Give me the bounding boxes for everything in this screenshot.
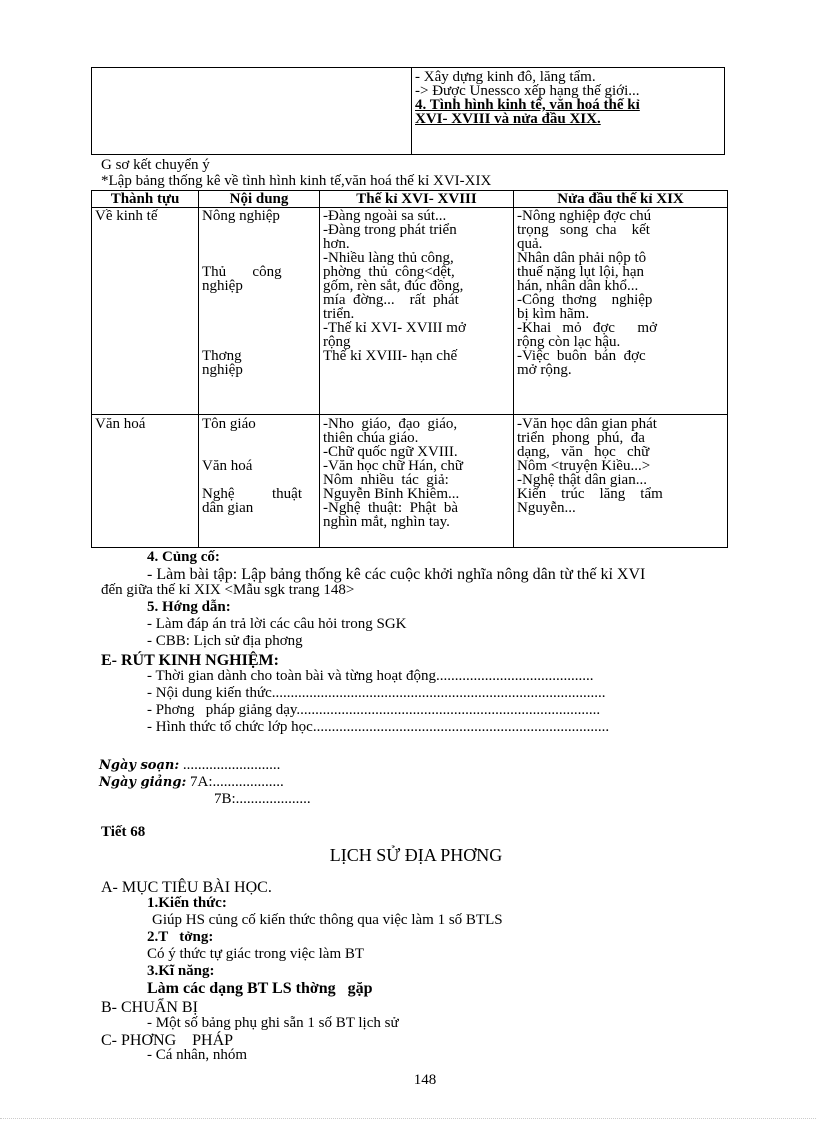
cul19-line: -Văn học dân gian phát xyxy=(517,417,657,431)
lesson-number: Tiết 68 xyxy=(101,824,146,840)
top-table-text-cell xyxy=(412,68,725,155)
sectionE-item-4: - Hình thức tổ chức lớp học............................................................................... xyxy=(147,719,610,735)
cul16-line: -Nghệ thuật: Phật bà xyxy=(323,501,458,515)
eco16-line: triển. xyxy=(323,307,355,321)
eco19-line: trọng song cha kết xyxy=(517,223,650,237)
cul19-line: triển phong phú, đa xyxy=(517,431,645,445)
sectionA-sub1-text: Giúp HS củng cố kiến thức thông qua việc làm 1 số BTLS xyxy=(152,912,503,928)
top-line-4: XVI- XVIII và nửa đầu XIX. xyxy=(415,112,601,126)
sectionB-title: B- CHUẨN BỊ xyxy=(101,999,198,1016)
section4-line-2: đến giữa thế kỉ XIX <Mẫu sgk trang 148> xyxy=(101,582,355,598)
content-nghe-thuat-1: Nghệ thuật xyxy=(202,487,302,501)
eco19-line: -Nông nghiệp đợc chú xyxy=(517,209,652,223)
date-giang-7b: 7B:.................... xyxy=(214,791,311,807)
eco16-line: phờng thủ công<dệt, xyxy=(323,265,455,279)
header-thanh-tuu: Thành tựu xyxy=(92,191,199,208)
content-thu-cong-2: nghiệp xyxy=(202,279,243,293)
cul16-line: -Nho giáo, đạo giáo, xyxy=(323,417,458,431)
content-thuong-2: nghiệp xyxy=(202,363,243,377)
content-nghe-thuat-2: dân gian xyxy=(202,501,254,515)
cul19-line: Kiến trúc lăng tẩm xyxy=(517,487,663,501)
eco16-line: mía đờng... rất phát xyxy=(323,293,459,307)
cul16-line: Nguyễn Bỉnh Khiêm... xyxy=(323,487,460,501)
sectionE-title: E- RÚT KINH NGHIỆM: xyxy=(101,652,279,669)
section4-line-1: - Làm bài tập: Lập bảng thống kê các cuộc khởi nghĩa nông dân từ thế kỉ XVI xyxy=(147,566,646,583)
culture-content xyxy=(199,415,320,548)
eco16-line: -Đàng trong phát triển xyxy=(323,223,457,237)
date-soan-value: .......................... xyxy=(182,757,281,773)
eco19-line: -Công thơng nghiệp xyxy=(517,293,653,307)
eco19-line: -Việc buôn bán đợc xyxy=(517,349,646,363)
eco16-line: -Nhiều làng thủ công, xyxy=(323,251,454,265)
header-xix: Nửa đầu thế kỉ XIX xyxy=(514,191,728,208)
cul16-line: Nôm nhiều tác giả: xyxy=(323,473,449,487)
cul19-line: -Nghệ thật dân gian... xyxy=(517,473,647,487)
section5-title: 5. Hớng dẫn: xyxy=(147,599,231,615)
eco19-line: thuế nặng lụt lội, hạn xyxy=(517,265,645,279)
eco16-line: -Thế kỉ XVI- XVIII mở xyxy=(323,321,466,335)
content-ton-giao: Tôn giáo xyxy=(202,417,256,431)
culture-xix xyxy=(514,415,728,548)
top-table xyxy=(91,67,725,155)
sectionC-title: C- PHƠNG PHÁP xyxy=(101,1032,234,1049)
eco16-line: Thế kỉ XVIII- hạn chế xyxy=(323,349,458,363)
top-line-3: 4. Tình hình kinh tế, văn hoá thế kỉ xyxy=(415,98,640,112)
date-soan-label: Ngày soạn: xyxy=(99,758,180,773)
sectionA-sub2-text: Có ý thức tự giác trong việc làm BT xyxy=(147,946,365,962)
sectionE-item-2: - Nội dung kiến thức......................................................................................... xyxy=(147,685,606,701)
sectionA-sub3-text: Làm các dạng BT LS thờng gặp xyxy=(147,980,373,997)
date-giang-7a: 7A:................... xyxy=(190,774,284,790)
eco19-line: bị kìm hãm. xyxy=(517,307,590,321)
section5-line-1: - Làm đáp án trả lời các câu hỏi trong SGK xyxy=(147,616,407,632)
top-line-1: - Xây dựng kinh đô, lăng tẩm. xyxy=(415,70,596,84)
top-line-2: -> Được Unessco xếp hạng thế giới... xyxy=(415,84,640,98)
summary-line-1: G sơ kết chuyển ý xyxy=(101,157,210,173)
sectionE-item-1: - Thời gian dành cho toàn bài và từng hoạt động.......................................... xyxy=(147,668,594,684)
eco19-line: rộng còn lạc hậu. xyxy=(517,335,621,349)
row-culture xyxy=(92,415,728,548)
content-nong-nghiep: Nông nghiệp xyxy=(202,209,280,223)
date-giang xyxy=(99,775,284,790)
stats-table-header xyxy=(92,191,728,208)
top-table-empty-cell xyxy=(92,68,412,155)
content-thuong-1: Thơng xyxy=(202,349,242,363)
eco19-line: -Khai mỏ đợc mở xyxy=(517,321,658,335)
cul16-line: thiên chúa giáo. xyxy=(323,431,419,445)
culture-label: Văn hoá xyxy=(92,415,199,548)
sectionA-sub2: 2.T tởng: xyxy=(147,929,214,945)
economy-label: Về kinh tế xyxy=(92,208,199,415)
section5-line-2: - CBB: Lịch sử địa phơng xyxy=(147,633,303,649)
page-number: 148 xyxy=(413,1072,437,1088)
cul19-line: Nôm <truyện Kiều...> xyxy=(517,459,651,473)
eco16-line: -Đàng ngoài sa sút... xyxy=(323,209,447,223)
eco19-line: mở rộng. xyxy=(517,363,572,377)
header-noi-dung: Nội dung xyxy=(199,191,320,208)
section4-title: 4. Củng cố: xyxy=(147,549,220,565)
eco19-line: quả. xyxy=(517,237,543,251)
sectionB-text: - Một số bảng phụ ghi sẵn 1 số BT lịch sử xyxy=(147,1015,399,1031)
date-giang-label: Ngày giảng: xyxy=(99,775,187,790)
content-thu-cong-1: Thủ công xyxy=(202,265,282,279)
eco16-line: hơn. xyxy=(323,237,350,251)
economy-xvi-xviii xyxy=(320,208,514,415)
sectionA-sub3: 3.Kĩ năng: xyxy=(147,963,215,979)
date-soan xyxy=(99,758,280,773)
eco16-line: rộng xyxy=(323,335,351,349)
header-xvi-xviii: Thế kỉ XVI- XVIII xyxy=(320,191,514,208)
economy-xix xyxy=(514,208,728,415)
stats-table xyxy=(91,190,728,548)
eco19-line: hán, nhân dân khổ... xyxy=(517,279,639,293)
economy-content xyxy=(199,208,320,415)
sectionC-text: - Cá nhân, nhóm xyxy=(147,1047,247,1063)
cul16-line: nghìn mắt, nghìn tay. xyxy=(323,515,450,529)
cul19-line: dạng, văn học chữ xyxy=(517,445,650,459)
cul16-line: -Văn học chữ Hán, chữ xyxy=(323,459,463,473)
sectionA-title: A- MỤC TIÊU BÀI HỌC. xyxy=(101,879,272,896)
summary-line-2: *Lập bảng thống kê về tình hình kinh tế,văn hoá thế kỉ XVI-XIX xyxy=(101,173,492,189)
cul19-line: Nguyễn... xyxy=(517,501,576,515)
row-economy xyxy=(92,208,728,415)
lesson-title: LỊCH SỬ ĐỊA PHƠNG xyxy=(329,845,503,865)
eco16-line: gốm, rèn sắt, đúc đồng, xyxy=(323,279,464,293)
sectionA-sub1: 1.Kiến thức: xyxy=(147,895,227,911)
bottom-border xyxy=(0,1118,816,1119)
content-van-hoa: Văn hoá xyxy=(202,459,253,473)
cul16-line: -Chữ quốc ngữ XVIII. xyxy=(323,445,458,459)
eco19-line: Nhân dân phải nộp tô xyxy=(517,251,647,265)
culture-xvi-xviii xyxy=(320,415,514,548)
sectionE-item-3: - Phơng pháp giảng dạy................................................................................. xyxy=(147,702,601,718)
